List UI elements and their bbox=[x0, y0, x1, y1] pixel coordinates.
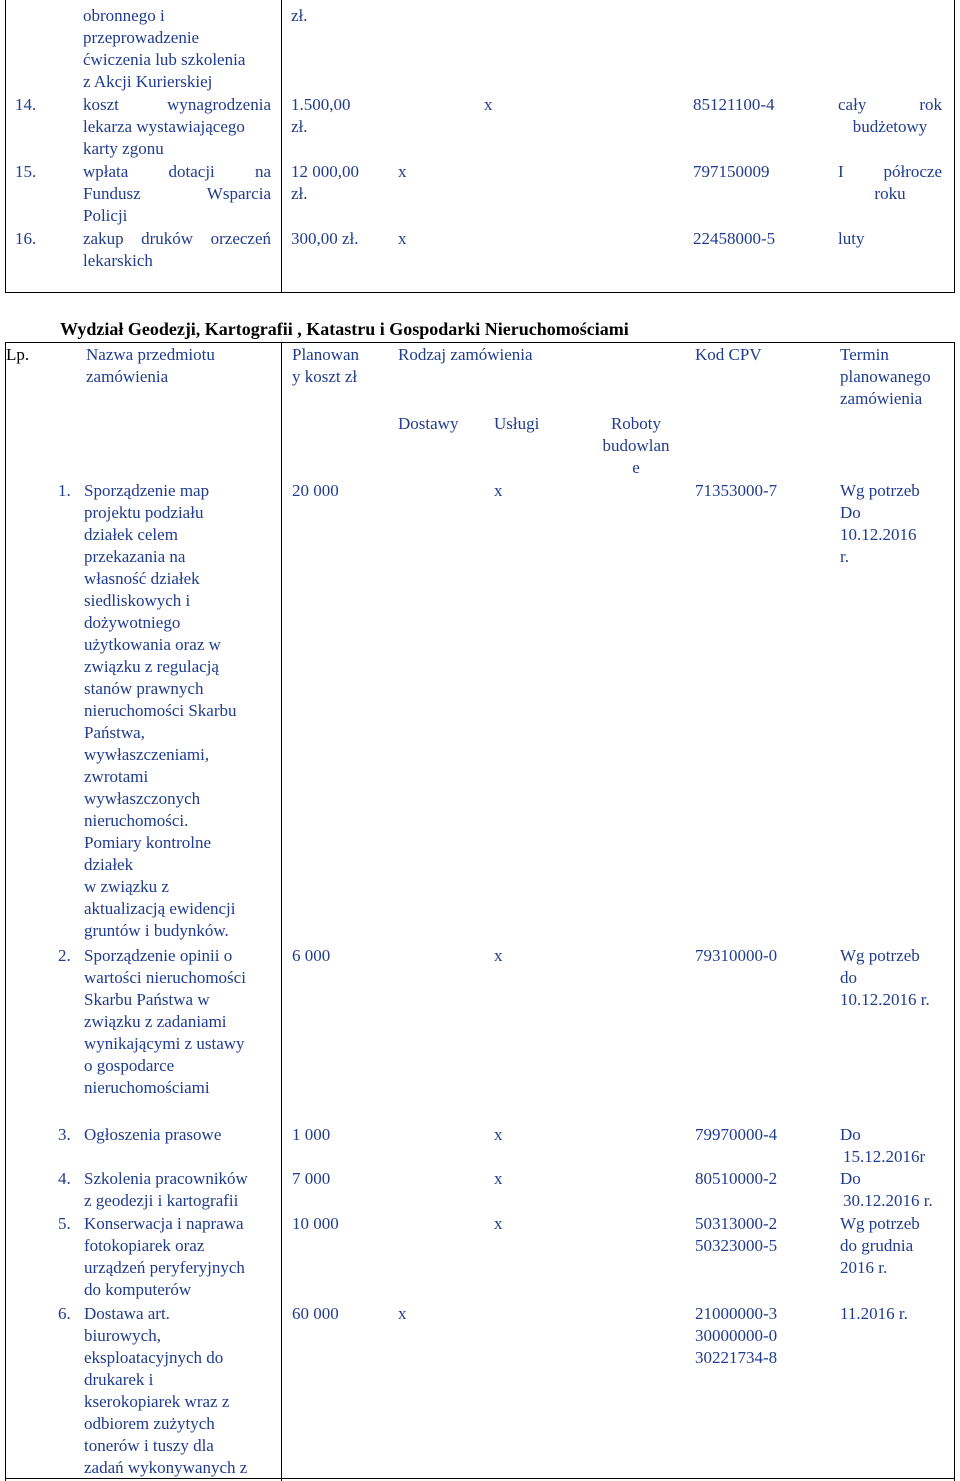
item-name: Dostawa art. biurowych, eksploatacyjnych do drukarek i kserokopiarek wraz z odbiorem zużytych tonerów i tuszy dla zadań wykonywanych z bbox=[84, 1304, 248, 1477]
row-number: 4. bbox=[58, 1169, 71, 1188]
type-mark: x bbox=[494, 481, 503, 500]
header-lp: Lp. bbox=[6, 345, 30, 364]
row-number: 15. bbox=[15, 162, 37, 181]
header-dostawy: Dostawy bbox=[398, 414, 459, 433]
planned-cost: 7 000 bbox=[292, 1169, 331, 1188]
type-mark: x bbox=[398, 162, 407, 181]
term: Wg potrzeb do 10.12.2016 r. bbox=[840, 946, 930, 1009]
cpv-code: 21000000-3 30000000-0 30221734-8 bbox=[695, 1304, 778, 1367]
term: Wg potrzeb Do 10.12.2016 r. bbox=[840, 481, 920, 566]
type-mark: x bbox=[494, 1214, 503, 1233]
term: 11.2016 r. bbox=[840, 1304, 908, 1323]
row-number: 3. bbox=[58, 1125, 71, 1144]
planned-cost: 12 000,00 zł. bbox=[291, 162, 359, 203]
planned-cost: 1 000 bbox=[292, 1125, 331, 1144]
row-number: 5. bbox=[58, 1214, 71, 1233]
item-name: Sporządzenie map projektu podziału działek celem przekazania na własność działek siedliskowych i dożywotniego użytkowania oraz w związku z regulacją stanów prawnych nieruchomości Skarbu Państwa, wywłaszczeniami, zwrotami wywłaszczonych nieruchomości. Pomiary kontrolne działek w związku z aktualizacją ewidencji gruntów i budynków. bbox=[84, 481, 237, 940]
cpv-code: 79310000-0 bbox=[695, 946, 778, 965]
cpv-code: 22458000-5 bbox=[693, 229, 776, 248]
planned-cost: 20 000 bbox=[292, 481, 339, 500]
item-name: Szkolenia pracowników z geodezji i kartografii bbox=[84, 1169, 248, 1210]
type-mark: x bbox=[398, 1304, 407, 1323]
cpv-code: 50313000-2 50323000-5 bbox=[695, 1214, 778, 1255]
cpv-code: 71353000-7 bbox=[695, 481, 778, 500]
row-number: 1. bbox=[58, 481, 71, 500]
planned-cost: 300,00 zł. bbox=[291, 229, 359, 248]
header-cpv: Kod CPV bbox=[695, 345, 762, 364]
section-title: Wydział Geodezji, Kartografii , Katastru i Gospodarki Nieruchomościami bbox=[60, 319, 629, 339]
planned-cost: 10 000 bbox=[292, 1214, 339, 1233]
type-mark: x bbox=[398, 229, 407, 248]
term: Do 15.12.2016r bbox=[840, 1125, 926, 1166]
term: Wg potrzeb do grudnia 2016 r. bbox=[840, 1214, 920, 1277]
header-type: Rodzaj zamówienia bbox=[398, 345, 533, 364]
item-name: Ogłoszenia prasowe bbox=[84, 1125, 222, 1144]
item-name: zakup druków orzeczeń lekarskich bbox=[83, 229, 271, 270]
cpv-code: 797150009 bbox=[693, 162, 770, 181]
continuation-name: obronnego i przeprowadzenie ćwiczenia lub szkolenia z Akcji Kurierskiej bbox=[83, 6, 246, 91]
header-roboty: Roboty budowlan e bbox=[602, 414, 670, 477]
header-uslugi: Usługi bbox=[494, 414, 540, 433]
cpv-code: 79970000-4 bbox=[695, 1125, 778, 1144]
item-name: Konserwacja i naprawa fotokopiarek oraz urządzeń peryferyjnych do komputerów bbox=[84, 1214, 245, 1299]
type-mark: x bbox=[494, 1125, 503, 1144]
item-name: koszt wynagrodzenia lekarza wystawiającego karty zgonu bbox=[83, 95, 271, 158]
item-name: Sporządzenie opinii o wartości nieruchomości Skarbu Państwa w związku z zadaniami wynikającymi z ustawy o gospodarce nieruchomościami bbox=[84, 946, 246, 1097]
term: Do 30.12.2016 r. bbox=[840, 1169, 933, 1210]
planned-cost: 1.500,00 zł. bbox=[291, 95, 351, 136]
header-name: Nazwa przedmiotu zamówienia bbox=[86, 345, 215, 386]
continuation-cost: zł. bbox=[291, 6, 308, 25]
cpv-code: 85121100-4 bbox=[693, 95, 775, 114]
term: luty bbox=[838, 229, 865, 248]
row-number: 6. bbox=[58, 1304, 71, 1323]
row-number: 14. bbox=[15, 95, 37, 114]
type-mark: x bbox=[494, 1169, 503, 1188]
header-term: Termin planowanego zamówienia bbox=[840, 345, 931, 408]
cpv-code: 80510000-2 bbox=[695, 1169, 778, 1188]
term: I półrocze roku bbox=[838, 162, 942, 203]
row-number: 16. bbox=[15, 229, 37, 248]
item-name: wpłata dotacji na Fundusz Wsparcia Policji bbox=[83, 162, 271, 225]
term: cały rok budżetowy bbox=[838, 95, 942, 136]
type-mark: x bbox=[494, 946, 503, 965]
planned-cost: 60 000 bbox=[292, 1304, 339, 1323]
planned-cost: 6 000 bbox=[292, 946, 331, 965]
type-mark: x bbox=[484, 95, 493, 114]
header-cost: Planowan y koszt zł bbox=[292, 345, 360, 386]
row-number: 2. bbox=[58, 946, 71, 965]
